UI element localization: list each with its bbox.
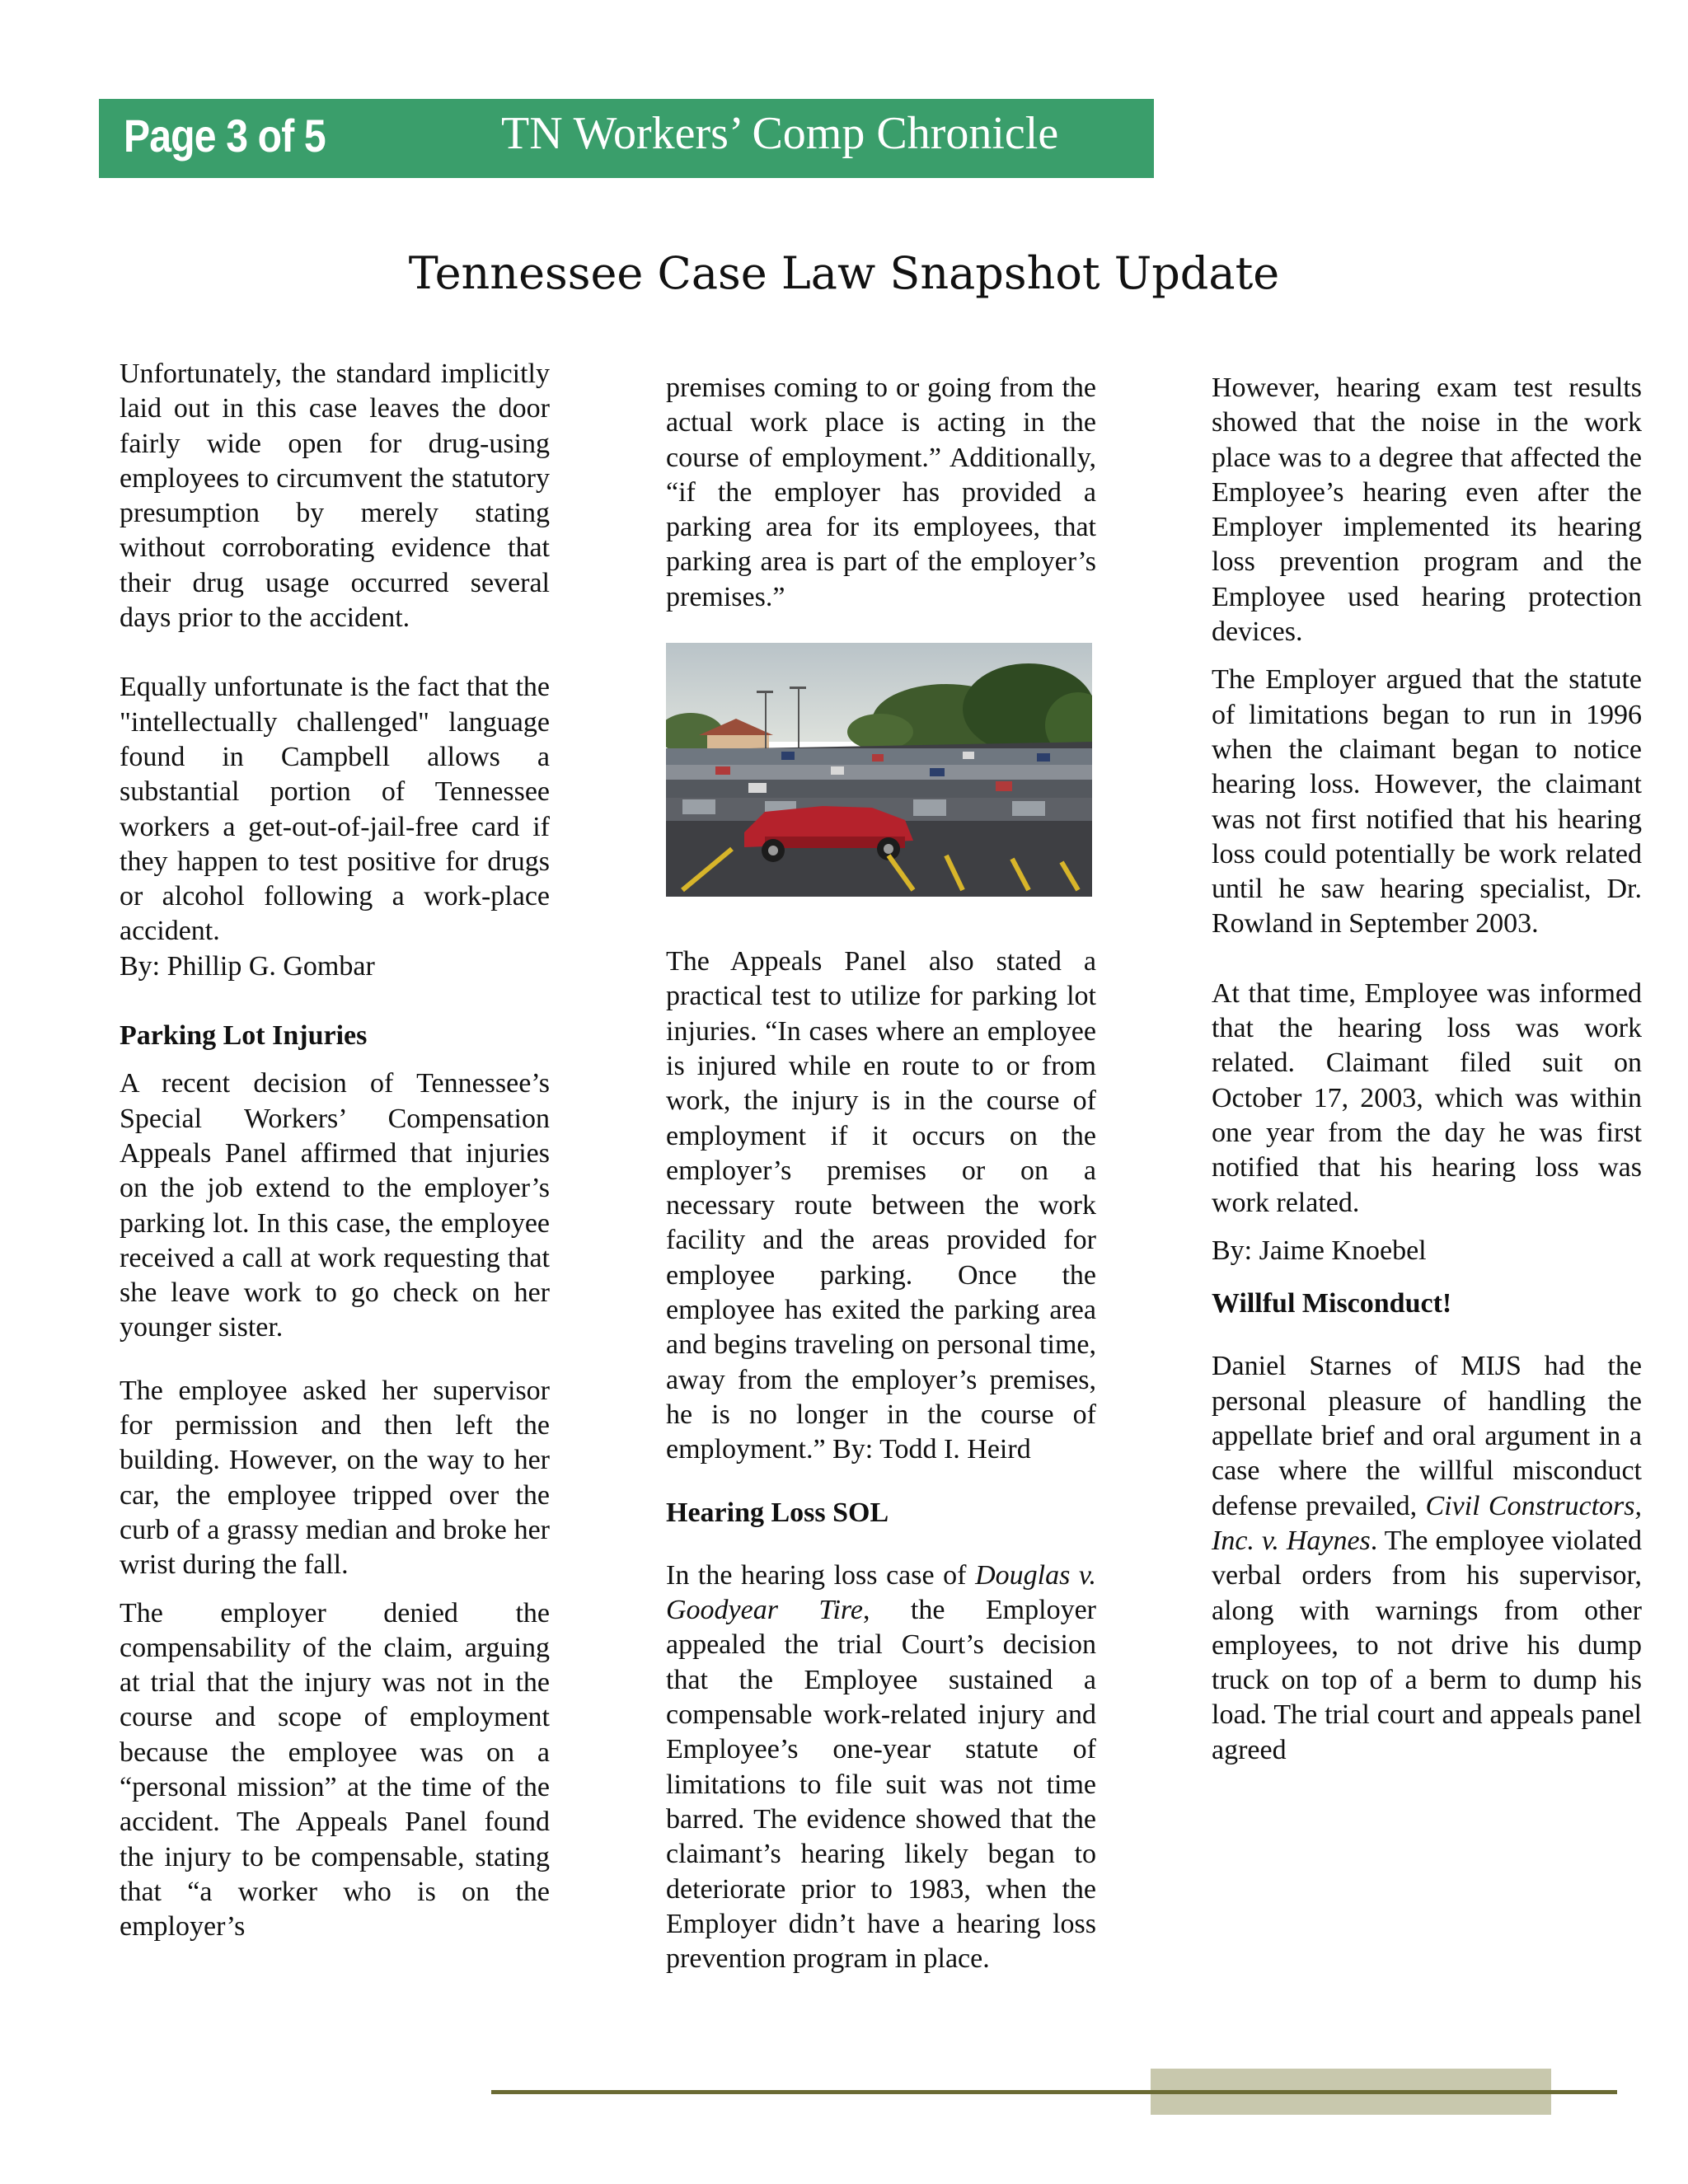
section-heading-willful-misconduct: Willful Misconduct!	[1212, 1288, 1452, 1319]
paragraph: A recent decision of Tennessee’s Special Workers’ Compensation Appeals Panel affirmed that injuries on the job extend to the employer’s parking lot. In this case, the employee received a call at work requesting that she leave work to go check on her younger sister.	[120, 1068, 550, 1343]
paragraph: At that time, Employee was informed that the hearing loss was work related. Claimant filed suit on October 17, 2003, which was within one year from the day he was first notified that his hearing loss was work related.	[1212, 977, 1642, 1218]
paragraph: The employee asked her supervisor for permission and then left the building. However, on the way to her car, the employee tripped over the curb of a grassy median and broke her wrist during the fall.	[120, 1375, 550, 1581]
paragraph: However, hearing exam test results showed that the noise in the work place was to a degree that affected the Employee’s hearing even after the Employer implemented its hearing loss prevention program and the Employee used hearing protection devices.	[1212, 373, 1642, 648]
paragraph: premises coming to or going from the actual work place is acting in the course of employment.” Additionally, “if the employer has provided a parking area for its employees, that parking area is part of the employer’s premises.”	[666, 373, 1096, 612]
newsletter-masthead: TN Workers’ Comp Chronicle	[501, 108, 1059, 159]
article-column-2	[666, 371, 1096, 1976]
paragraph: The Employer argued that the statute of limitations began to run in 1996 when the claimant began to notice hearing loss. However, the claimant was not first notified that his hearing loss could potentially be work related until he saw hearing specialist, Dr. Rowland in September 2003.	[1212, 664, 1642, 940]
paragraph: The Appeals Panel also stated a practical test to utilize for parking lot injuries. “In cases where an employee is injured while en route to or from work, the injury is in the course of employment if it occurs on the employer’s premises or on a necessary route between the work facility and the areas provided for employee parking. Once the employee has exited the parking area and begins traveling on personal time, away from the employer’s premises, he is no longer in the course of employment.” By: Todd I. Heird	[666, 946, 1096, 1465]
paragraph: Unfortunately, the standard implicitly laid out in this case leaves the door fairly wide open for drug-using employees to circumvent the statutory presumption by merely stating without corroborating evidence that their drug usage occurred several days prior to the accident.	[120, 359, 550, 634]
parking-lot-photo	[666, 643, 1092, 897]
case-name: Douglas v. Goodyear Tire	[666, 1559, 1096, 1626]
paragraph: The employer denied the compensability of the claim, arguing at trial that the injury was not in the course and scope of employment because the employee was on a “personal mission” at the time of the accident. The Appeals Panel found the injury to be compensable, stating that “a worker who is on the employer’s	[120, 1597, 550, 1943]
article-column-1	[120, 357, 550, 1944]
page-title: Tennessee Case Law Snapshot Update	[408, 247, 1280, 299]
paragraph: Equally unfortunate is the fact that the "intellectually challenged" language found in Campbell allows a substantial portion of Tennessee workers a get-out-of-jail-free card if they happen to test positive for drugs or alcohol following a work-place accident.	[120, 672, 550, 947]
article-column-3	[1212, 371, 1642, 1768]
section-heading-hearing-loss: Hearing Loss SOL	[666, 1497, 889, 1528]
paragraph: In the hearing loss case of Douglas v. Goodyear Tire, the Employer appealed the trial Court’s decision that the Employee sustained a compensable work-related injury and Employee’s one-year statute of limitations to file suit was not time barred. The evidence showed that the claimant’s hearing likely began to deteriorate prior to 1983, when the Employer didn’t have a hearing loss prevention program in place.	[666, 1559, 1096, 1975]
case-name: Civil Constructors, Inc. v. Haynes	[1212, 1490, 1642, 1556]
paragraph: Daniel Starnes of MIJS had the personal pleasure of handling the appellate brief and oral argument in a case where the willful misconduct defense prevailed, Civil Constructors, Inc. v. Haynes. The employee violated verbal orders from his supervisor, along with warnings from other employees, to not drive his dump truck on top of a berm to dump his load. The trial court and appeals panel agreed	[1212, 1351, 1642, 1765]
byline: By: Phillip G. Gombar	[120, 950, 375, 982]
header-band	[99, 99, 1154, 178]
section-heading-parking-lot: Parking Lot Injuries	[120, 1020, 368, 1052]
footer-rule	[491, 2090, 1617, 2094]
byline: By: Jaime Knoebel	[1212, 1235, 1427, 1266]
page-number-label: Page 3 of 5	[124, 110, 326, 162]
